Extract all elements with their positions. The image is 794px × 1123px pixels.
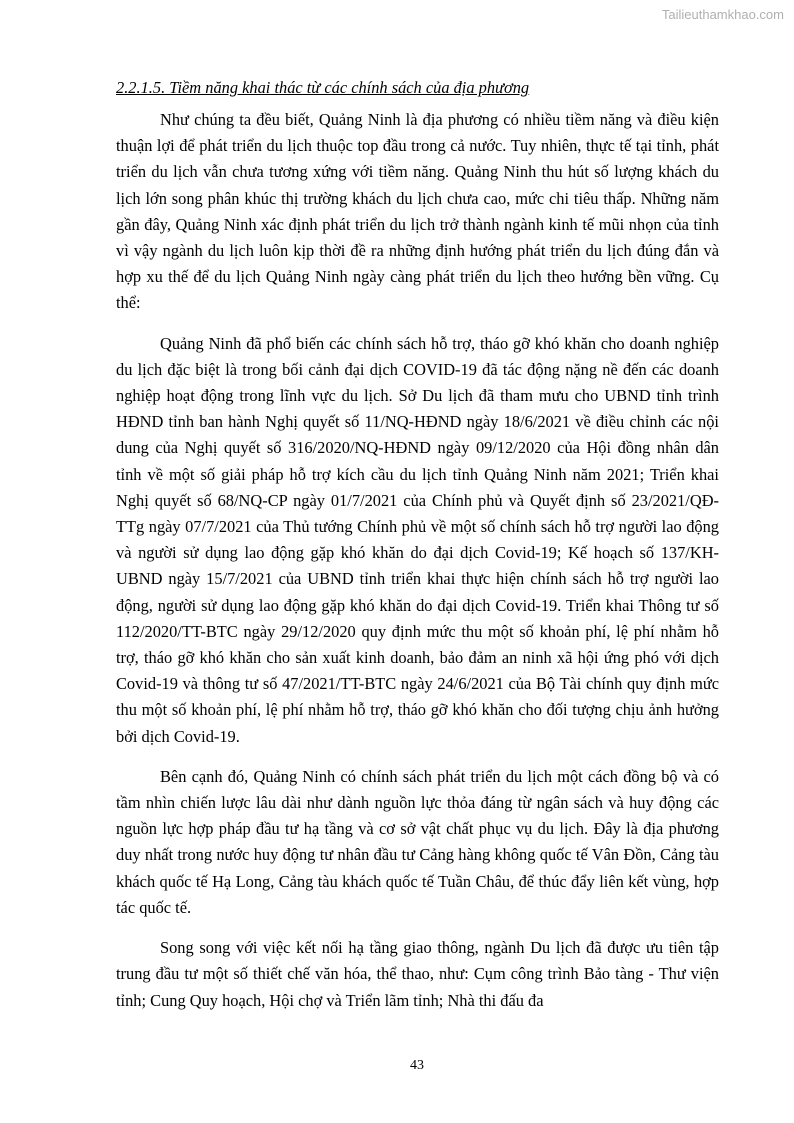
paragraph-support-policies: Quảng Ninh đã phổ biến các chính sách hỗ trợ, tháo gỡ khó khăn cho doanh nghiệp du lịch đặc biệt là trong bối cảnh đại dịch COVID-19 đã tác động nặng nề đến các doanh nghiệp hoạt động trong lĩnh vực du lịch. Sở Du lịch đã tham mưu cho UBND tỉnh trình HĐND tỉnh ban hành Nghị quyết số 11/NQ-HĐND ngày 18/6/2021 về điều chỉnh các nội dung của Nghị quyết số 316/2020/NQ-HĐND ngày 09/12/2020 của Hội đồng nhân dân tỉnh về một số giải pháp hỗ trợ kích cầu du lịch tỉnh Quảng Ninh năm 2021; Triển khai Nghị quyết số 68/NQ-CP ngày 01/7/2021 của Chính phủ và Quyết định số 23/2021/QĐ-TTg ngày 07/7/2021 của Thủ tướng Chính phủ về một số chính sách hỗ trợ người lao động và người sử dụng lao động gặp khó khăn do đại dịch Covid-19; Kế hoạch số 137/KH-UBND ngày 15/7/2021 của UBND tỉnh triển khai thực hiện chính sách hỗ trợ người lao động, người sử dụng lao động gặp khó khăn do đại dịch Covid-19. Triển khai Thông tư số 112/2020/TT-BTC ngày 29/12/2020 quy định mức thu một số khoản phí, lệ phí nhằm hỗ trợ, tháo gỡ khó khăn cho sản xuất kinh doanh, bảo đảm an ninh xã hội ứng phó với dịch Covid-19 và thông tư số 47/2021/TT-BTC ngày 24/6/2021 của Bộ Tài chính quy định mức thu một số khoản phí, lệ phí nhằm hỗ trợ, tháo gỡ khó khăn cho đối tượng chịu ảnh hưởng bởi dịch Covid-19. [116,333,719,746]
watermark: Tailieuthamkhao.com [661,7,784,22]
paragraph-overview: Như chúng ta đều biết, Quảng Ninh là địa phương có nhiều tiềm năng và điều kiện thuận lợi để phát triển du lịch thuộc top đầu trong cả nước. Tuy nhiên, thực tế tại tỉnh, phát triển du lịch vẫn chưa tương xứng với tiềm năng. Quảng Ninh thu hút số lượng khách du lịch lớn song phân khúc thị trường khách du lịch chưa cao, mức chi tiêu thấp. Những năm gần đây, Quảng Ninh xác định phát triển du lịch trở thành ngành kinh tế mũi nhọn của tỉnh vì vậy ngành du lịch luôn kịp thời đề ra những định hướng phát triển du lịch đúng đắn và hợp xu thế để du lịch Quảng Ninh ngày càng phát triển du lịch theo hướng bền vững. Cụ thể: [116,110,719,313]
section-heading: 2.2.1.5. Tiềm năng khai thác từ các chính sách của địa phương [116,78,530,97]
page-number: 43 [410,1058,424,1073]
page-content [116,75,719,1028]
paragraph-infrastructure: Bên cạnh đó, Quảng Ninh có chính sách phát triển du lịch một cách đồng bộ và có tầm nhìn chiến lược lâu dài như dành nguồn lực thỏa đáng từ ngân sách và huy động các nguồn lực hợp pháp đầu tư hạ tầng và cơ sở vật chất phục vụ du lịch. Đây là địa phương duy nhất trong nước huy động tư nhân đầu tư Cảng hàng không quốc tế Vân Đồn, Cảng tàu khách quốc tế Hạ Long, Cảng tàu khách quốc tế Tuần Châu, để thúc đẩy liên kết vùng, hợp tác quốc tế. [116,766,719,917]
paragraph-cultural-investment: Song song với việc kết nối hạ tầng giao thông, ngành Du lịch đã được ưu tiên tập trung đầu tư một số thiết chế văn hóa, thể thao, như: Cụm công trình Bảo tàng - Thư viện tỉnh; Cung Quy hoạch, Hội chợ và Triển lãm tỉnh; Nhà thi đấu đa [116,938,719,1010]
